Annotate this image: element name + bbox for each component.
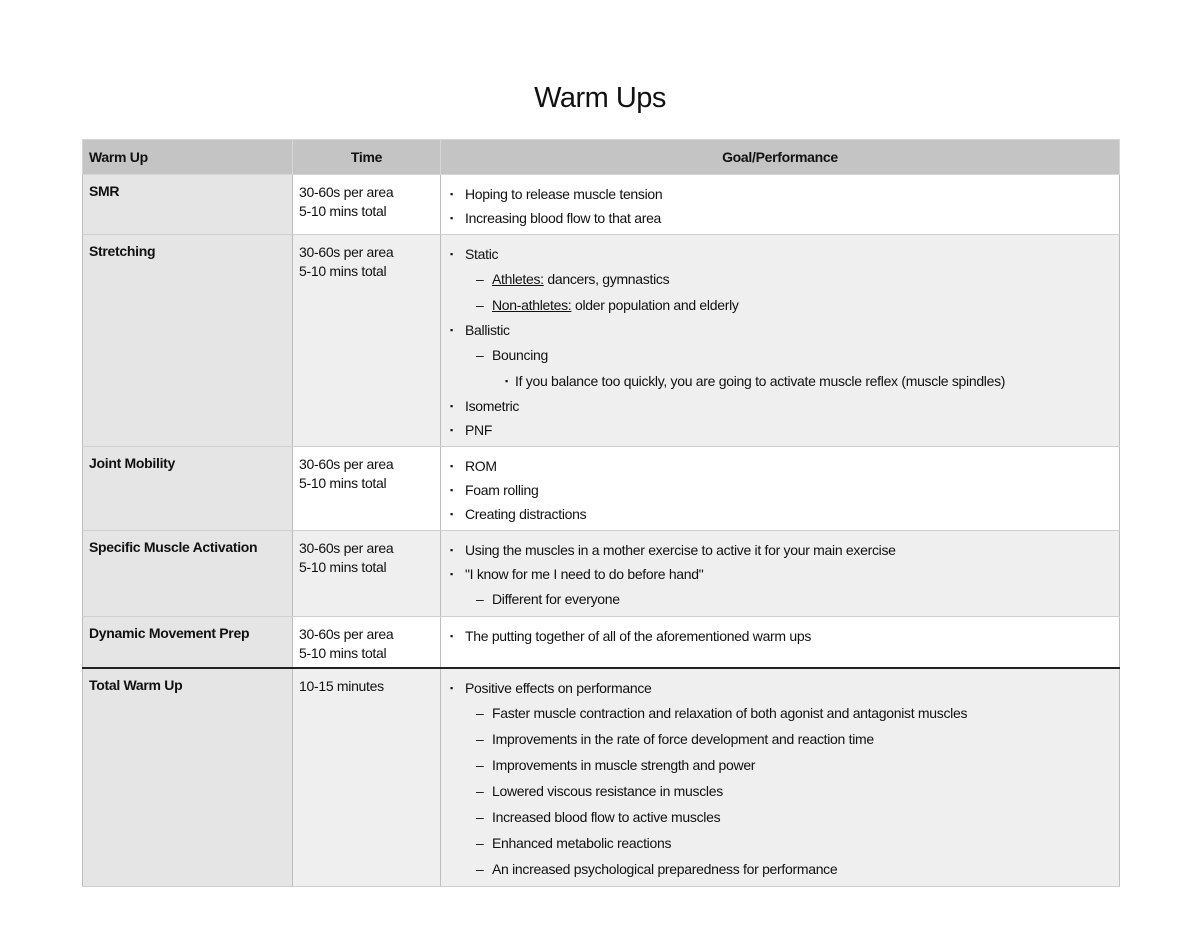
underlined-label: Athletes:: [492, 271, 544, 287]
time-total: 5-10 mins total: [299, 203, 387, 219]
time-total: 10-15 minutes: [299, 678, 384, 694]
warm-up-name: Joint Mobility: [83, 447, 293, 531]
goal-cell: [441, 531, 1120, 617]
list-item: ▪ Using the muscles in a mother exercise to active it for your main exercise: [447, 538, 1113, 562]
list-item: ▪ Foam rolling: [447, 478, 1113, 502]
time-per-area: 30-60s per area: [299, 540, 394, 556]
time-total: 5-10 mins total: [299, 263, 387, 279]
sub-list-item: – Improvements in muscle strength and power: [447, 752, 1113, 778]
warm-up-name: Dynamic Movement Prep: [83, 617, 293, 669]
sub-list-item: – An increased psychological preparedness for performance: [447, 856, 1113, 882]
warm-up-time: [293, 175, 441, 235]
time-total: 5-10 mins total: [299, 475, 387, 491]
sub-list-item: – Improvements in the rate of force development and reaction time: [447, 726, 1113, 752]
sub-list-item: – Athletes: dancers, gymnastics: [447, 266, 1113, 292]
warm-up-time: [293, 617, 441, 669]
time-total: 5-10 mins total: [299, 559, 387, 575]
header-time: Time: [293, 140, 441, 175]
goal-cell: [441, 617, 1120, 669]
sub-list-item: – Enhanced metabolic reactions: [447, 830, 1113, 856]
goal-cell: [441, 175, 1120, 235]
warm-up-time: [293, 235, 441, 447]
sub-sub-list-item: ▪ If you balance too quickly, you are going to activate muscle reflex (muscle spindles): [447, 368, 1113, 394]
table-row: [83, 668, 1120, 887]
warm-up-time: [293, 447, 441, 531]
warm-up-name: Stretching: [83, 235, 293, 447]
warm-up-name: Specific Muscle Activation: [83, 531, 293, 617]
sub-list-item: – Lowered viscous resistance in muscles: [447, 778, 1113, 804]
page-title: Warm Ups: [534, 82, 666, 114]
time-per-area: 30-60s per area: [299, 244, 394, 260]
header-warm-up: Warm Up: [83, 140, 293, 175]
sub-list-item: – Faster muscle contraction and relaxation of both agonist and antagonist muscles: [447, 700, 1113, 726]
table-row: [83, 531, 1120, 617]
sub-list-item: – Bouncing: [447, 342, 1113, 368]
time-per-area: 30-60s per area: [299, 184, 394, 200]
warm-up-time: [293, 668, 441, 887]
table-row: [83, 235, 1120, 447]
underlined-label: Non-athletes:: [492, 297, 572, 313]
warm-up-name: Total Warm Up: [83, 668, 293, 887]
sub-list-item: – Non-athletes: older population and elderly: [447, 292, 1113, 318]
goal-cell: [441, 447, 1120, 531]
time-per-area: 30-60s per area: [299, 626, 394, 642]
list-item: ▪ Creating distractions: [447, 502, 1113, 526]
table-header-row: [83, 140, 1120, 175]
list-item: ▪ Positive effects on performance: [447, 676, 1113, 700]
sub-list-item: – Increased blood flow to active muscles: [447, 804, 1113, 830]
time-total: 5-10 mins total: [299, 645, 387, 661]
list-item: ▪ Increasing blood flow to that area: [447, 206, 1113, 230]
table-row: [83, 617, 1120, 669]
time-per-area: 30-60s per area: [299, 456, 394, 472]
header-goal: Goal/Performance: [441, 140, 1120, 175]
list-item: ▪ The putting together of all of the aforementioned warm ups: [447, 624, 1113, 648]
table-row: [83, 447, 1120, 531]
warm-up-name: SMR: [83, 175, 293, 235]
list-item: ▪ Ballistic: [447, 318, 1113, 342]
table-body: [83, 175, 1120, 887]
goal-cell: [441, 668, 1120, 887]
table-row: [83, 175, 1120, 235]
list-item: ▪ Hoping to release muscle tension: [447, 182, 1113, 206]
list-item: ▪ "I know for me I need to do before hand": [447, 562, 1113, 586]
goal-cell: [441, 235, 1120, 447]
sub-list-item: – Different for everyone: [447, 586, 1113, 612]
list-item: ▪ Isometric: [447, 394, 1113, 418]
list-item: ▪ ROM: [447, 454, 1113, 478]
list-item: ▪ PNF: [447, 418, 1113, 442]
warm-ups-table: [82, 139, 1120, 887]
list-item: ▪ Static: [447, 242, 1113, 266]
warm-up-time: [293, 531, 441, 617]
